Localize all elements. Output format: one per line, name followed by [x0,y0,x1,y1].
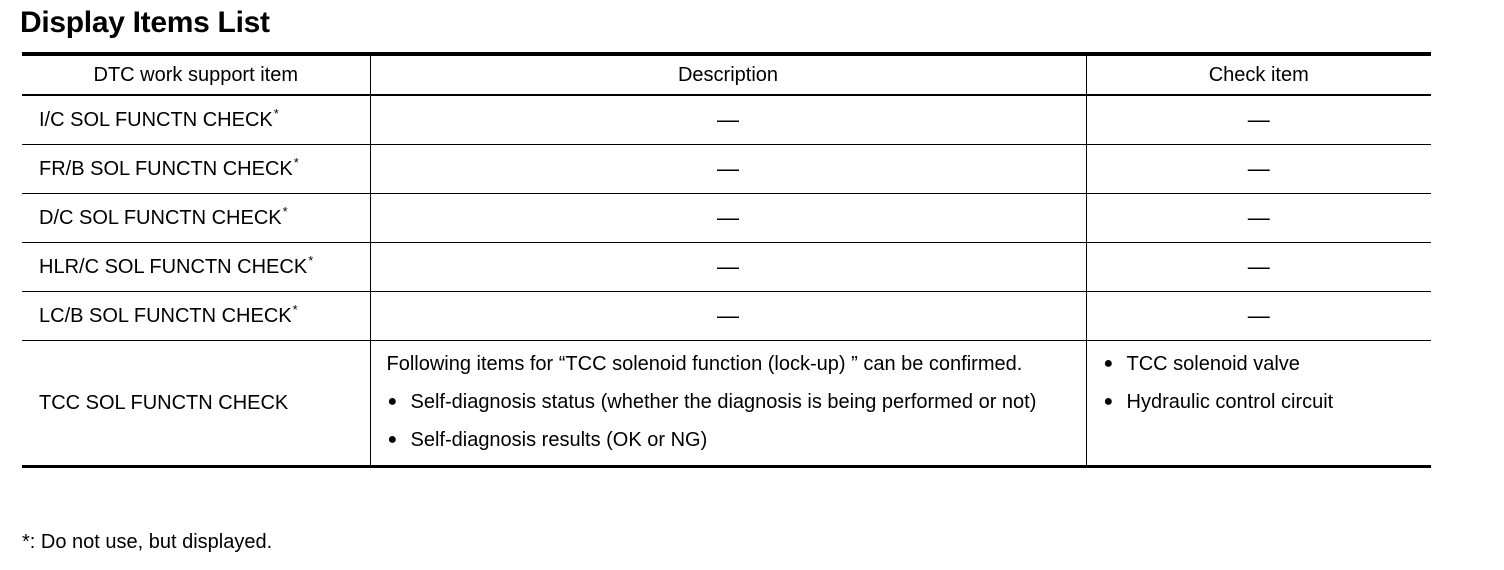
display-items-table [22,52,1431,468]
header-description: Description [370,54,1086,95]
footnote-marker: * [282,203,288,219]
check-item-cell [1086,292,1431,341]
empty-dash: — [717,107,739,132]
item-name: LC/B SOL FUNCTN CHECK [39,304,292,327]
item-name-cell [22,341,370,467]
footnote-marker: * [292,301,298,317]
description-cell [370,341,1086,467]
item-name: FR/B SOL FUNCTN CHECK [39,157,293,180]
list-item [1103,349,1420,379]
list-item [1103,387,1420,417]
check-bullet-list [1103,349,1420,417]
item-name-cell [22,145,370,194]
check-item-cell [1086,95,1431,145]
table-row [22,95,1431,145]
table-row [22,292,1431,341]
item-name: HLR/C SOL FUNCTN CHECK [39,255,308,278]
check-item-cell [1086,341,1431,467]
list-item [387,425,1074,455]
description-cell [370,95,1086,145]
list-item-text: Hydraulic control circuit [1126,391,1334,413]
item-name: TCC SOL FUNCTN CHECK [39,391,289,414]
table-row [22,194,1431,243]
bullet-icon: ● [387,431,398,448]
table-row [22,243,1431,292]
description-cell [370,243,1086,292]
item-name-cell [22,95,370,145]
description-cell [370,194,1086,243]
empty-dash: — [717,303,739,328]
list-item-text: Self-diagnosis results (OK or NG) [410,429,708,451]
table-row-tcc [22,341,1431,467]
footnote-marker: * [273,105,279,121]
header-check-item: Check item [1086,54,1431,95]
list-item-text: Self-diagnosis status (whether the diagnosis is being performed or not) [410,391,1037,413]
table-header-row [22,54,1431,95]
table-row [22,145,1431,194]
empty-dash: — [1247,303,1270,328]
item-name: D/C SOL FUNCTN CHECK [39,206,282,229]
bullet-icon: ● [1103,393,1114,410]
empty-dash: — [1247,107,1270,132]
footnote-marker: * [308,252,314,268]
list-item [387,387,1074,417]
bullet-icon: ● [1103,355,1114,372]
item-name-cell [22,194,370,243]
empty-dash: — [1247,254,1270,279]
empty-dash: — [1247,205,1270,230]
check-item-cell [1086,194,1431,243]
item-name-cell [22,243,370,292]
page-title: Display Items List [20,6,270,39]
footnote-marker: * [293,154,299,170]
header-dtc-work-support-item: DTC work support item [93,63,298,86]
empty-dash: — [1247,156,1270,181]
bullet-icon: ● [387,393,398,410]
check-item-cell [1086,145,1431,194]
empty-dash: — [717,205,739,230]
empty-dash: — [717,156,739,181]
item-name: I/C SOL FUNCTN CHECK [39,108,273,131]
description-intro: Following items for “TCC solenoid function (lock-up) ” can be confirmed. [386,353,1023,375]
item-name-cell [22,292,370,341]
list-item-text: TCC solenoid valve [1126,353,1300,375]
check-item-cell [1086,243,1431,292]
description-bullet-list [387,387,1074,455]
empty-dash: — [717,254,739,279]
description-cell [370,145,1086,194]
footnote: *: Do not use, but displayed. [22,531,273,553]
description-cell [370,292,1086,341]
